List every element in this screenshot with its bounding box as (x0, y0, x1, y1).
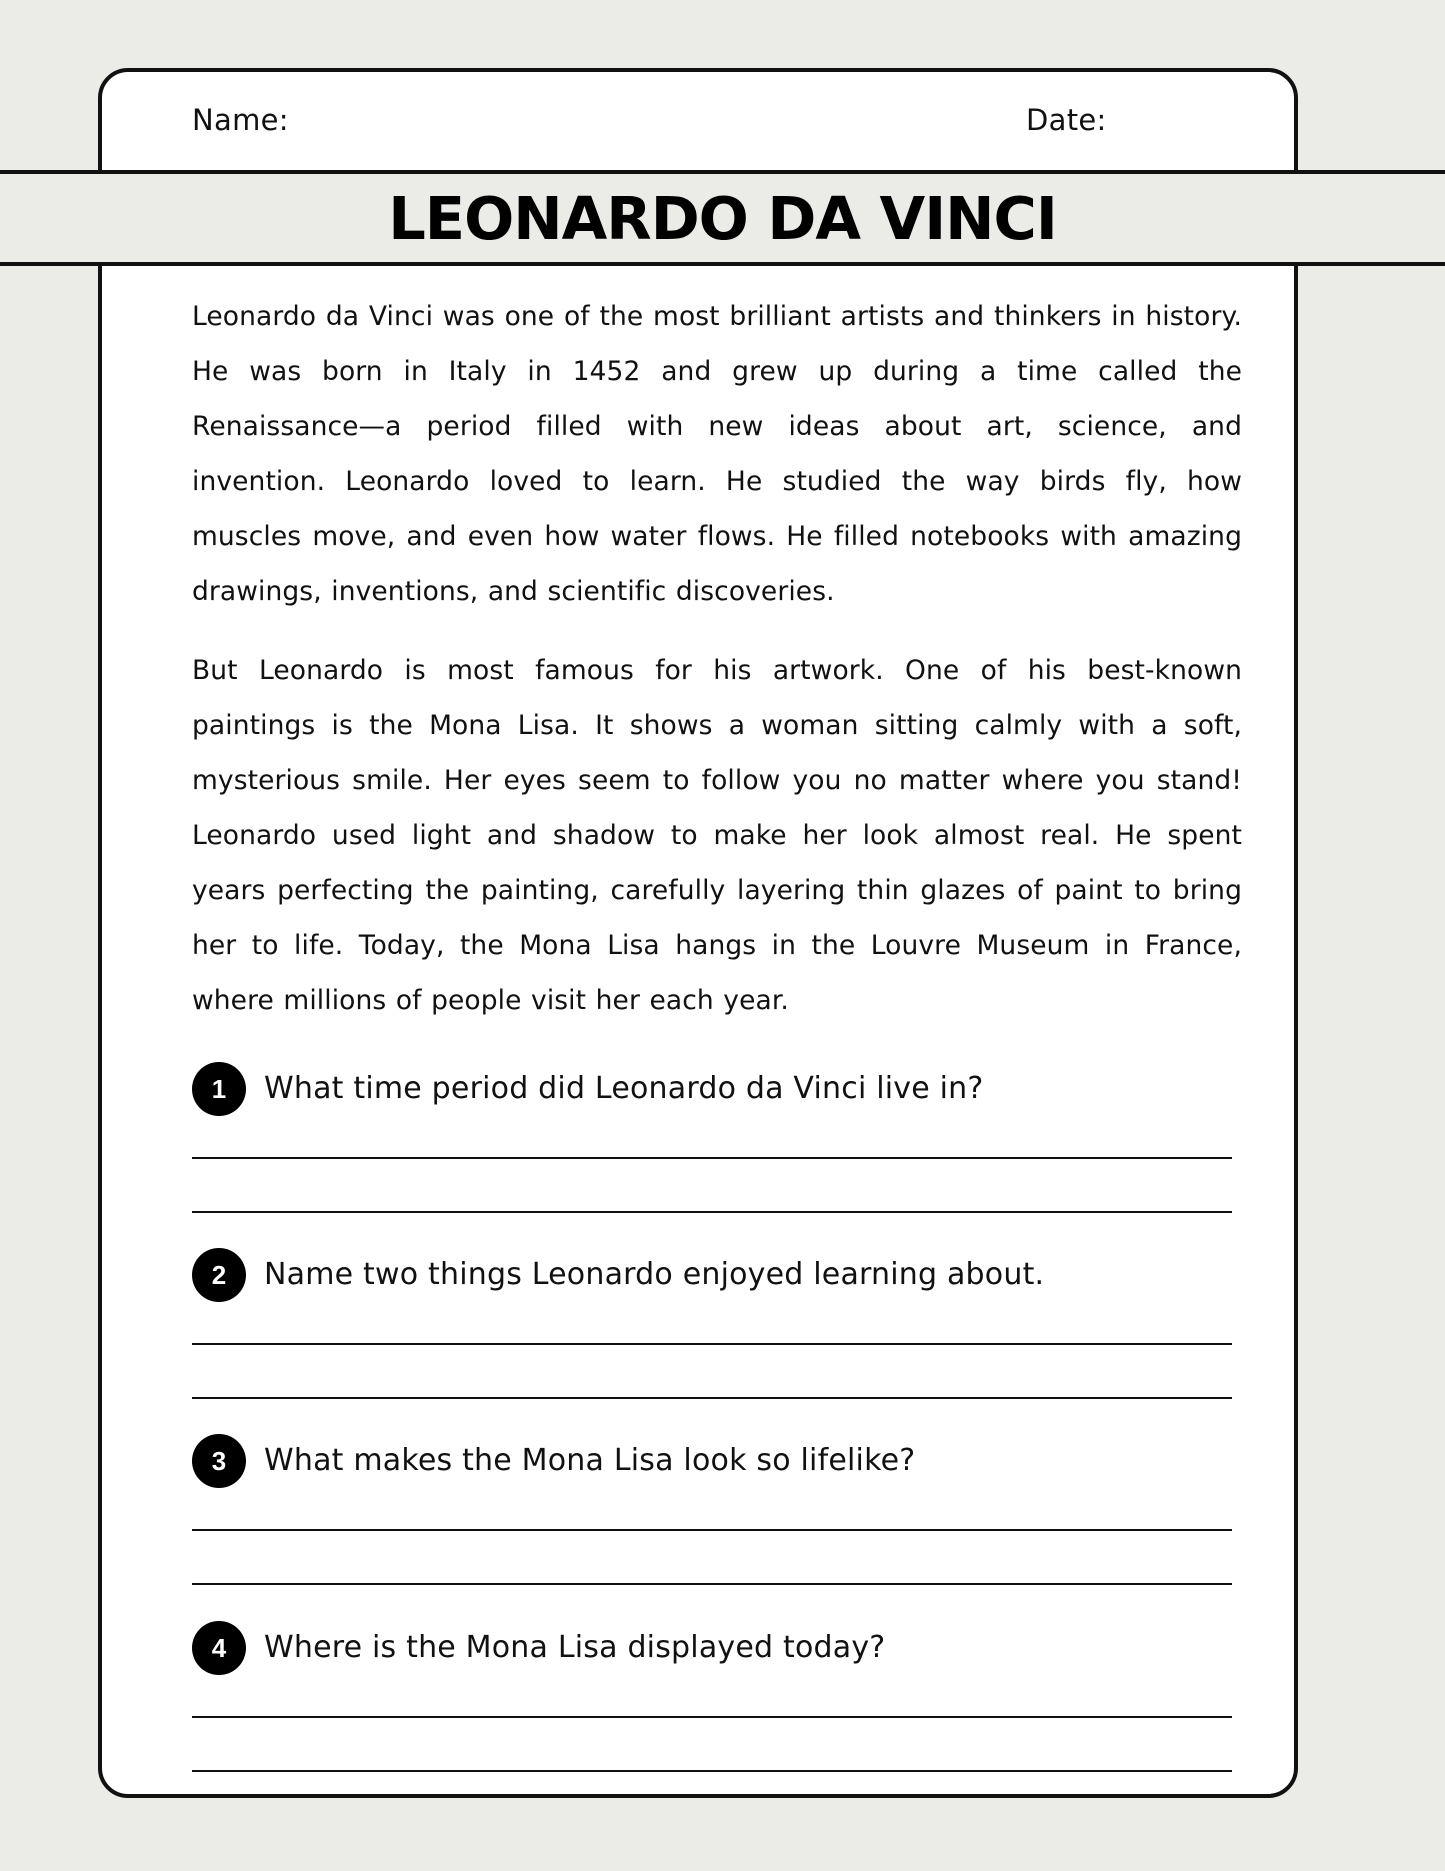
answer-line[interactable] (192, 1157, 1232, 1159)
question-number-badge: 1 (192, 1062, 246, 1116)
question-text: Where is the Mona Lisa displayed today? (264, 1630, 886, 1665)
answer-line[interactable] (192, 1211, 1232, 1213)
page-title: LEONARDO DA VINCI (388, 183, 1057, 253)
question-row (192, 1248, 1044, 1302)
question-text: Name two things Leonardo enjoyed learning about. (264, 1257, 1045, 1292)
question-text: What makes the Mona Lisa look so lifelike? (264, 1443, 916, 1478)
question-row (192, 1062, 984, 1116)
answer-line[interactable] (192, 1770, 1232, 1772)
answer-line[interactable] (192, 1529, 1232, 1531)
passage-paragraph-1: Leonardo da Vinci was one of the most brilliant artists and thinkers in history. He was born in Italy in 1452 and grew up during a time called the Renaissance—a period filled with new ideas about art, science, and invention. Leonardo loved to learn. He studied the way birds fly, how muscles move, and even how water flows. He filled notebooks with amazing drawings, inventions, and scientific discoveries. (192, 301, 1242, 607)
date-label: Date: (1026, 103, 1107, 137)
question-number-badge: 3 (192, 1434, 246, 1488)
question-1 (192, 1062, 1242, 1212)
question-2 (192, 1248, 1242, 1398)
question-4 (192, 1621, 1242, 1771)
answer-line[interactable] (192, 1343, 1232, 1345)
question-number-badge: 2 (192, 1248, 246, 1302)
answer-line[interactable] (192, 1583, 1232, 1585)
passage-paragraph-2: But Leonardo is most famous for his artwork. One of his best-known paintings is the Mona Lisa. It shows a woman sitting calmly with a soft, mysterious smile. Her eyes seem to follow you no matter where you stand! Leonardo used light and shadow to make her look almost real. He spent years perfecting the painting, carefully layering thin glazes of paint to bring her to life. Today, the Mona Lisa hangs in the Louvre Museum in France, where millions of people visit her each year. (192, 655, 1242, 1016)
question-row (192, 1621, 885, 1675)
name-label: Name: (192, 103, 289, 137)
question-row (192, 1434, 915, 1488)
title-band (0, 170, 1445, 266)
question-3 (192, 1434, 1242, 1584)
answer-line[interactable] (192, 1397, 1232, 1399)
question-text: What time period did Leonardo da Vinci live in? (264, 1071, 984, 1106)
answer-line[interactable] (192, 1716, 1232, 1718)
question-number-badge: 4 (192, 1621, 246, 1675)
